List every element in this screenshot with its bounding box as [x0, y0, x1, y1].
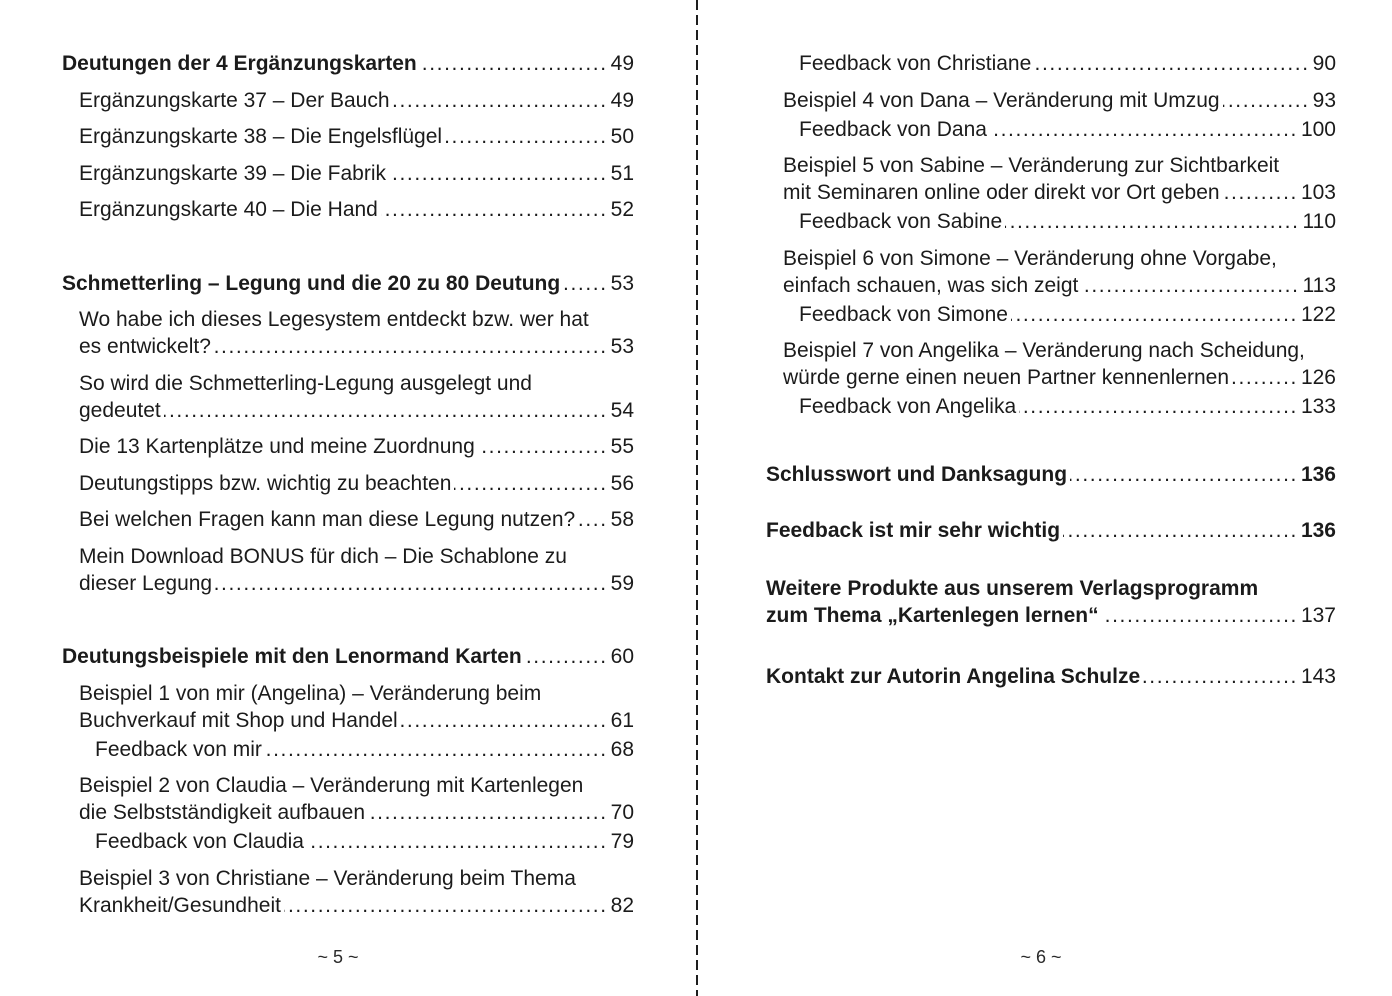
toc-entry-title: die Selbstständigkeit aufbauen	[79, 801, 366, 824]
toc-entry	[766, 663, 1336, 690]
dot-leader	[420, 50, 608, 77]
toc-entry	[62, 370, 634, 424]
dot-leader	[214, 333, 608, 360]
toc-entry-title: Feedback von Dana	[799, 117, 987, 141]
toc-entry-title: Ergänzungskarte 40 – Die Hand	[79, 198, 378, 221]
toc-entry	[62, 470, 634, 497]
toc-entry	[62, 87, 634, 114]
toc-entry	[766, 50, 1336, 77]
toc-entry-title: Feedback von Sabine	[799, 210, 1003, 233]
toc-entry-line: Beispiel 3 von Christiane – Veränderung beim Thema	[79, 866, 576, 890]
toc-entry-title: Feedback von Angelika	[799, 395, 1017, 418]
toc-entry	[62, 643, 634, 670]
toc-entry-title: Beispiel 4 von Dana – Veränderung mit Umzug	[783, 88, 1220, 112]
toc-entry-last-line	[79, 892, 634, 919]
toc-entry-last-line	[766, 517, 1336, 544]
dot-leader	[265, 736, 608, 763]
toc-entry	[62, 680, 634, 734]
dot-leader	[1223, 87, 1310, 114]
toc-entry	[766, 87, 1336, 114]
dot-leader	[1070, 461, 1298, 488]
toc-entry-last-line	[783, 87, 1336, 114]
toc-entry-last-line	[79, 506, 634, 533]
toc-entry-line: Beispiel 6 von Simone – Veränderung ohne Vorgabe,	[783, 246, 1277, 270]
dot-leader	[445, 123, 608, 150]
toc-page-number: 51	[610, 161, 634, 185]
toc-page-number: 103	[1300, 181, 1336, 204]
toc-page-number: 49	[610, 52, 634, 75]
toc-page-number: 143	[1300, 665, 1336, 688]
toc-entry-line: So wird die Schmetterling-Legung ausgelegt und	[79, 371, 532, 395]
toc-entry-last-line	[79, 570, 634, 597]
toc-page-number: 122	[1300, 302, 1336, 326]
toc-entry-last-line	[79, 799, 634, 826]
toc-page-5-content	[62, 50, 634, 919]
toc-entry-last-line	[79, 707, 634, 734]
toc-entry-title: Feedback von Simone	[799, 302, 1008, 326]
toc-entry	[766, 208, 1336, 235]
toc-page-number: 136	[1300, 463, 1336, 486]
toc-page-number: 137	[1300, 604, 1336, 627]
toc-entry	[766, 301, 1336, 328]
toc-entry	[766, 245, 1336, 299]
toc-entry-line: Beispiel 5 von Sabine – Veränderung zur Sichtbarkeit	[783, 154, 1280, 177]
toc-entry-last-line	[783, 272, 1336, 299]
toc-page-number: 53	[610, 335, 634, 358]
toc-entry-last-line	[799, 301, 1336, 328]
toc-entry-last-line	[62, 270, 634, 297]
toc-entry-title: Deutungstipps bzw. wichtig zu beachten	[79, 471, 452, 495]
toc-entry-line: Wo habe ich dieses Legesystem entdeckt bzw. wer hat	[79, 308, 589, 331]
toc-entry-line: Beispiel 2 von Claudia – Veränderung mit Kartenlegen	[79, 774, 584, 797]
dot-leader	[578, 506, 607, 533]
toc-entry-last-line	[766, 663, 1336, 690]
toc-entry	[62, 196, 634, 223]
toc-entry	[62, 50, 634, 77]
toc-entry-last-line	[799, 393, 1336, 420]
toc-entry-last-line	[783, 364, 1336, 391]
toc-page-number: 110	[1302, 210, 1336, 233]
toc-entry-last-line	[766, 602, 1336, 629]
toc-entry	[62, 828, 634, 855]
toc-entry-title: Schmetterling – Legung und die 20 zu 80 Deutung	[62, 271, 561, 295]
dot-leader	[1223, 179, 1298, 206]
dot-leader	[215, 570, 608, 597]
dot-leader	[1019, 393, 1298, 420]
toc-entry	[766, 517, 1336, 544]
toc-entry-line: Mein Download BONUS für dich – Die Schablone zu	[79, 544, 567, 568]
toc-entry-line: Beispiel 7 von Angelika – Veränderung nach Scheidung,	[783, 339, 1305, 362]
toc-entry-last-line	[766, 461, 1336, 488]
dot-leader	[563, 270, 607, 297]
toc-page-number: 126	[1300, 366, 1336, 389]
dot-leader	[389, 160, 608, 187]
toc-entry	[62, 123, 634, 150]
toc-entry-title: Feedback von Claudia	[95, 830, 304, 853]
toc-entry	[766, 575, 1336, 629]
toc-entry-last-line	[79, 433, 634, 460]
dot-leader	[1143, 663, 1298, 690]
toc-entry-last-line	[79, 87, 634, 114]
toc-entry	[62, 736, 634, 763]
toc-entry-line: Beispiel 1 von mir (Angelina) – Veränderung beim	[79, 681, 542, 705]
toc-entry-last-line	[62, 643, 634, 670]
toc-entry-title: Kontakt zur Autorin Angelina Schulze	[766, 665, 1141, 688]
toc-entry	[766, 152, 1336, 206]
toc-entry-title: Feedback ist mir sehr wichtig	[766, 519, 1061, 542]
toc-entry-title: einfach schauen, was sich zeigt	[783, 273, 1079, 297]
toc-page-number: 49	[610, 88, 634, 112]
toc-entry-line: Weitere Produkte aus unserem Verlagsprogramm	[766, 577, 1259, 600]
dot-leader	[1232, 364, 1298, 391]
toc-page-number: 59	[610, 571, 634, 595]
toc-entry	[62, 772, 634, 826]
toc-entry-title: gedeutet	[79, 398, 161, 422]
dot-leader	[401, 707, 608, 734]
toc-entry-title: es entwickelt?	[79, 335, 211, 358]
toc-entry-last-line	[79, 196, 634, 223]
toc-page-number: 68	[610, 737, 634, 761]
toc-entries-left	[62, 50, 634, 919]
toc-entry-last-line	[62, 50, 634, 77]
toc-page-number: 93	[1312, 88, 1336, 112]
toc-entry-last-line	[799, 208, 1336, 235]
dot-leader	[307, 828, 608, 855]
toc-entry-title: Deutungen der 4 Ergänzungskarten	[62, 52, 417, 75]
dot-leader	[164, 397, 608, 424]
toc-entry-title: Ergänzungskarte 38 – Die Engelsflügel	[79, 125, 443, 148]
dot-leader	[1081, 272, 1299, 299]
dot-leader	[1005, 208, 1299, 235]
toc-page-number: 58	[610, 508, 634, 531]
toc-entry-last-line	[79, 333, 634, 360]
toc-entry	[62, 160, 634, 187]
toc-entry-title: Die 13 Kartenplätze und meine Zuordnung	[79, 435, 475, 458]
toc-entry-last-line	[79, 160, 634, 187]
toc-entry-title: Feedback von Christiane	[799, 52, 1032, 75]
page-number-footer-left: ~ 5 ~	[317, 947, 359, 967]
toc-entry-title: Feedback von mir	[95, 737, 262, 761]
toc-entries-right	[766, 50, 1336, 690]
toc-page-number: 54	[610, 398, 634, 422]
toc-page-number: 82	[610, 893, 634, 917]
toc-page-number: 100	[1300, 117, 1336, 141]
toc-entry	[766, 116, 1336, 143]
toc-entry-title: Schlusswort und Danksagung	[766, 463, 1068, 486]
page-gutter-dashed-divider	[696, 0, 698, 996]
toc-page-number: 56	[610, 471, 634, 495]
toc-entry	[62, 543, 634, 597]
toc-page-number: 52	[610, 198, 634, 221]
toc-page-number: 61	[610, 708, 634, 732]
toc-entry	[766, 461, 1336, 488]
page-number-footer-right: ~ 6 ~	[1020, 947, 1062, 967]
toc-entry-last-line	[79, 397, 634, 424]
toc-entry-title: Ergänzungskarte 39 – Die Fabrik	[79, 161, 386, 185]
toc-page-number: 70	[610, 801, 634, 824]
toc-page-number: 60	[610, 645, 634, 668]
dot-leader	[478, 433, 608, 460]
dot-leader	[368, 799, 608, 826]
toc-page-number: 79	[610, 830, 634, 853]
dot-leader	[525, 643, 608, 670]
toc-page-number: 55	[610, 435, 634, 458]
toc-entry	[766, 393, 1336, 420]
toc-entry-title: Krankheit/Gesundheit	[79, 893, 281, 917]
toc-page-number: 50	[610, 125, 634, 148]
toc-entry	[62, 506, 634, 533]
toc-entry-last-line	[783, 179, 1336, 206]
toc-entry-title: würde gerne einen neuen Partner kennenlernen	[783, 366, 1229, 389]
toc-page-number: 113	[1302, 273, 1336, 297]
dot-leader	[1034, 50, 1309, 77]
toc-page-6-content	[766, 50, 1336, 690]
toc-entry-title: mit Seminaren online oder direkt vor Ort geben	[783, 181, 1220, 204]
dot-leader	[454, 470, 607, 497]
dot-leader	[393, 87, 608, 114]
toc-page-number: 53	[610, 271, 634, 295]
toc-entry-title: Buchverkauf mit Shop und Handel	[79, 708, 398, 732]
dot-leader	[990, 116, 1298, 143]
toc-page-number: 90	[1312, 52, 1336, 75]
toc-entry	[62, 433, 634, 460]
dot-leader	[284, 892, 608, 919]
toc-entry-title: Deutungsbeispiele mit den Lenormand Karten	[62, 645, 522, 668]
toc-entry-last-line	[79, 123, 634, 150]
toc-entry-last-line	[95, 736, 634, 763]
toc-entry	[766, 337, 1336, 391]
toc-entry-title: Ergänzungskarte 37 – Der Bauch	[79, 88, 390, 112]
toc-entry-title: zum Thema „Kartenlegen lernen“	[766, 604, 1099, 627]
toc-entry	[62, 865, 634, 919]
toc-page-number: 133	[1300, 395, 1336, 418]
toc-entry-title: Bei welchen Fragen kann man diese Legung nutzen?	[79, 508, 576, 531]
toc-entry	[62, 270, 634, 297]
toc-page-number: 136	[1300, 519, 1336, 542]
dot-leader	[1011, 301, 1298, 328]
dot-leader	[381, 196, 608, 223]
toc-entry-title: dieser Legung	[79, 571, 213, 595]
dot-leader	[1063, 517, 1298, 544]
toc-entry-last-line	[799, 50, 1336, 77]
toc-entry	[62, 306, 634, 360]
toc-entry-last-line	[79, 470, 634, 497]
dot-leader	[1102, 602, 1298, 629]
toc-entry-last-line	[799, 116, 1336, 143]
toc-entry-last-line	[95, 828, 634, 855]
